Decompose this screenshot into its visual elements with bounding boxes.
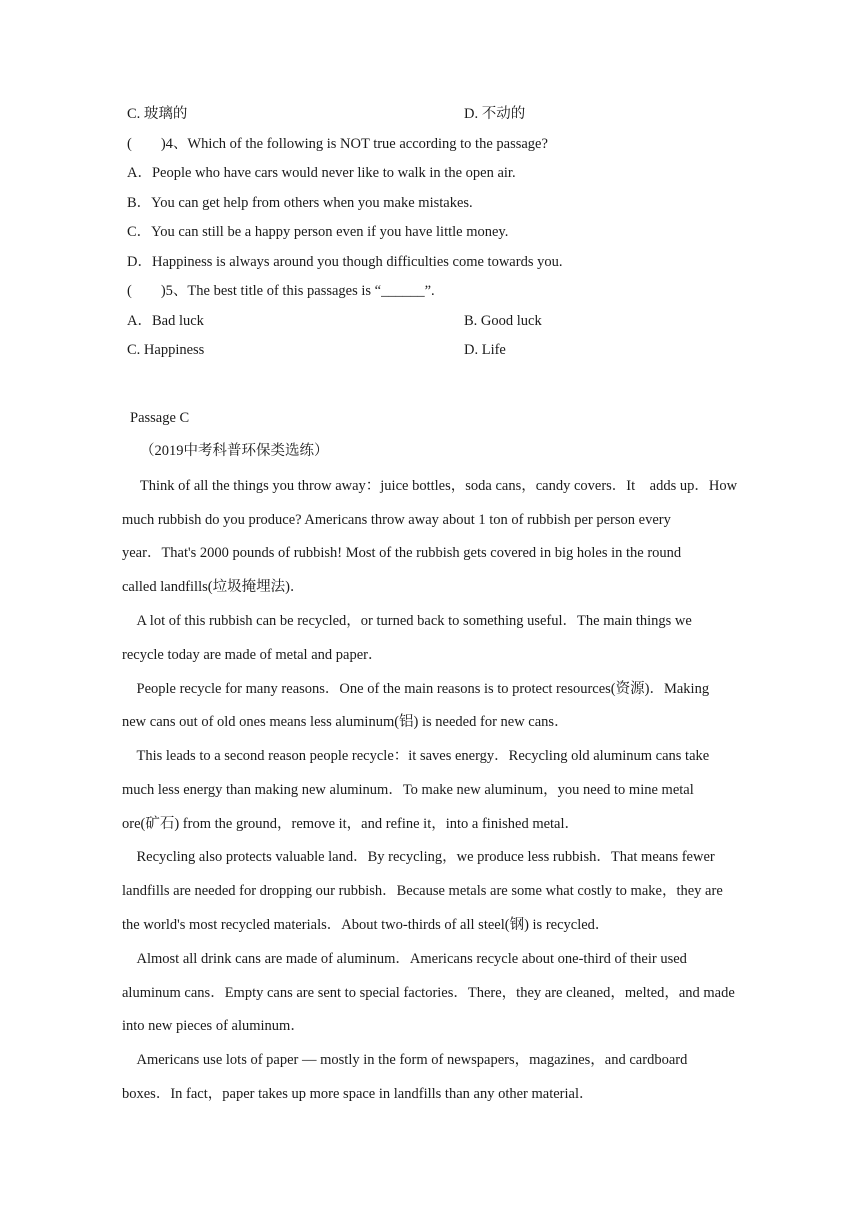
q4-option-b: B．You can get help from others when you make mistakes. (127, 195, 473, 211)
passage-line: Think of all the things you throw away：juice bottles，soda cans，candy covers．It adds up．How (122, 478, 738, 494)
q5-option-d: D. Life (464, 342, 506, 358)
passage-line: recycle today are made of metal and paper． (122, 647, 383, 663)
q4-stem: ( )4、Which of the following is NOT true according to the passage? (127, 136, 548, 152)
q5-option-b: B. Good luck (464, 313, 542, 329)
q3-option-d: D. 不动的 (464, 106, 526, 122)
q4-option-a: A．People who have cars would never like to walk in the open air. (127, 165, 516, 181)
passage-line: Recycling also protects valuable land．By recycling，we produce less rubbish．That means fewer (122, 849, 715, 865)
passage-line: the world's most recycled materials．About two-thirds of all steel(钢) is recycled． (122, 917, 610, 933)
passage-line: aluminum cans．Empty cans are sent to special factories．There，they are cleaned，melted，and made (122, 985, 735, 1001)
q4-option-c: C．You can still be a happy person even if you have little money. (127, 224, 509, 240)
passage-line: Americans use lots of paper — mostly in the form of newspapers，magazines，and cardboard (122, 1052, 688, 1068)
passage-line: A lot of this rubbish can be recycled，or turned back to something useful．The main things we (122, 613, 692, 629)
passage-line: Almost all drink cans are made of aluminum．Americans recycle about one-third of their used (122, 951, 687, 967)
passage-line: much rubbish do you produce? Americans throw away about 1 ton of rubbish per person every (122, 512, 671, 528)
q3-option-c: C. 玻璃的 (127, 106, 188, 122)
passage-line: ore(矿石) from the ground，remove it，and refine it，into a finished metal． (122, 816, 580, 832)
passage-line: This leads to a second reason people recycle：it saves energy．Recycling old aluminum cans take (122, 748, 710, 764)
passage-line: landfills are needed for dropping our rubbish．Because metals are some what costly to make，they are (122, 883, 723, 899)
passage-line: boxes．In fact，paper takes up more space in landfills than any other material． (122, 1086, 594, 1102)
passage-line: into new pieces of aluminum． (122, 1018, 305, 1034)
passage-line: People recycle for many reasons．One of the main reasons is to protect resources(资源)．Making (122, 681, 710, 697)
q5-option-a: A．Bad luck (127, 313, 204, 329)
q5-stem: ( )5、The best title of this passages is “______”. (127, 283, 435, 299)
passage-line: called landfills(垃圾掩埋法)． (122, 579, 305, 595)
q5-option-c: C. Happiness (127, 342, 205, 358)
passage-line: year．That's 2000 pounds of rubbish! Most of the rubbish gets covered in big holes in the round (122, 545, 682, 561)
passage-title: Passage C (130, 410, 190, 426)
passage-source: （2019中考科普环保类选练） (140, 443, 329, 459)
passage-line: much less energy than making new aluminum．To make new aluminum，you need to mine metal (122, 782, 694, 798)
q4-option-d: D．Happiness is always around you though difficulties come towards you. (127, 254, 563, 270)
passage-line: new cans out of old ones means less aluminum(铝) is needed for new cans． (122, 714, 569, 730)
